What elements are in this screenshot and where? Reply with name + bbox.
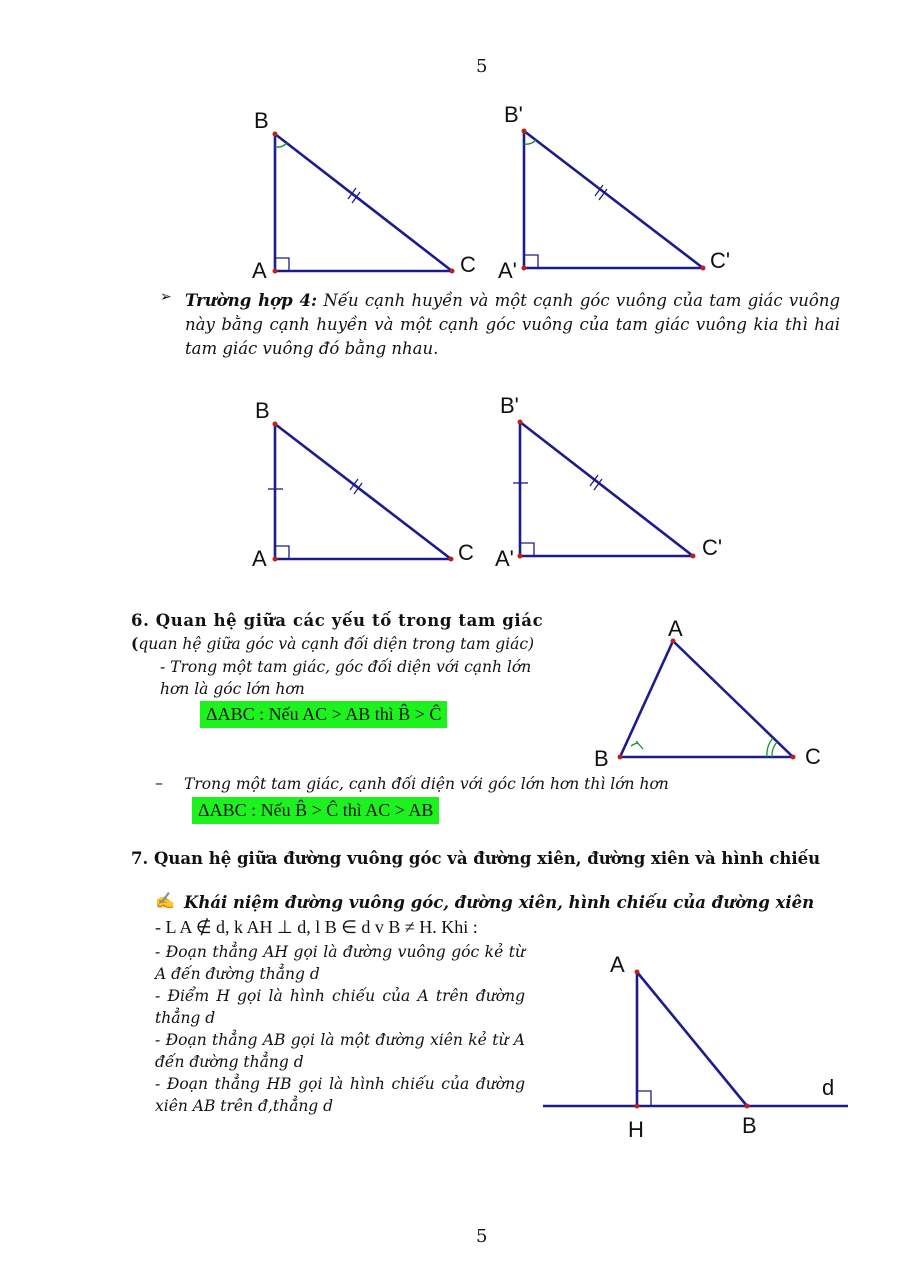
label-d: d [822,1075,835,1100]
triangle-abc-section6 [594,616,821,771]
pencil-icon: ✍ [155,891,175,910]
arrow-bullet-icon: ➢ [160,289,172,305]
list-item: - Đoạn thẳng HB gọi là hình chiếu của đường xiên AB trên đ,thẳng d [155,1075,525,1115]
section7-title: 7. Quan hệ giữa đường vuông góc và đường xiên, đường xiên và hình chiếu [131,849,821,868]
label-c-prime: C' [710,248,731,273]
label-b: B [742,1113,757,1138]
label-b-prime: B' [500,393,519,418]
triangle-abc-fig2 [252,398,474,571]
case4-paragraph [160,289,840,361]
rule1-line1: - Trong một tam giác, góc đối diện với cạnh lớn [160,658,532,676]
page-number-bottom: 5 [476,1226,488,1247]
perpendicular-oblique-figure [543,952,848,1142]
list-item: - Điểm H gọi là hình chiếu của A trên đường thẳng d [155,987,525,1027]
label-h: H [628,1117,644,1142]
case4-text: Nếu cạnh huyền và một cạnh góc vuông của tam giác vuông này bằng cạnh huyền và một cạnh góc vuông của tam giác vuông kia thì hai tam giác vuông đó bằng nhau. [185,291,841,358]
formula1-highlight: ΔABC : Nếu AC > AB thì B̂ > Ĉ [200,701,447,728]
list-item: - Đoạn thẳng AB gọi là một đường xiên kẻ từ A đến đường thẳng d [155,1031,525,1071]
concept-heading: Khái niệm đường vuông góc, đường xiên, hình chiếu của đường xiên [184,893,815,912]
formula2-highlight: ΔABC : Nếu B̂ > Ĉ thì AC > AB [192,797,439,824]
label-b: B [594,746,609,771]
label-c: C [460,252,476,277]
label-c-prime: C' [702,535,723,560]
label-c: C [458,540,474,565]
rule1-line2: hơn là góc lớn hơn [160,680,305,698]
page-number-top: 5 [476,56,488,77]
label-a: A [610,952,625,977]
label-a-prime: A' [498,258,517,283]
list-item: - Đoạn thẳng AH gọi là đường vuông góc kẻ từ A đến đường thẳng d [155,943,525,983]
rule2-dash: – [155,773,163,792]
definition-list [155,941,525,1117]
label-c: C [805,744,821,769]
label-b-prime: B' [504,102,523,127]
section6-title: 6. Quan hệ giữa các yếu tố trong tam giác [131,611,544,630]
triangle-a1b1c1-fig1 [498,102,730,283]
case4-label: Trường hợp 4: [185,291,318,310]
label-b: B [255,398,270,423]
label-a: A [668,616,683,641]
triangle-a1b1c1-fig2 [495,393,722,571]
label-a: A [252,258,267,283]
label-b: B [254,108,269,133]
given-line: - L A ∉ d, k AH ⊥ d, l B ∈ d v B ≠ H. Khi : [155,917,478,937]
section6-subtitle: (quan hệ giữa góc và cạnh đối diện trong tam giác) [131,634,535,653]
triangle-abc-fig1 [252,108,476,283]
label-a-prime: A' [495,546,514,571]
rule2-text: Trong một tam giác, cạnh đối diện với góc lớn hơn thì lớn hơn [184,775,669,793]
label-a: A [252,546,267,571]
